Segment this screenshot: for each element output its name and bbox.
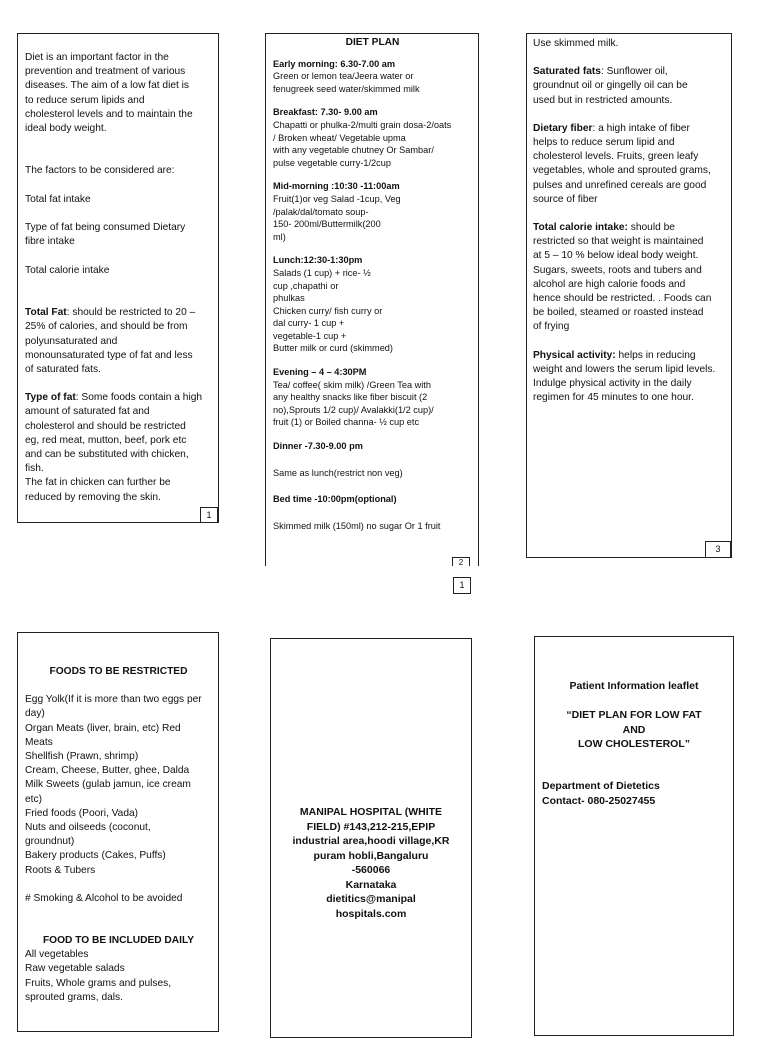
meal-heading: Mid-morning :10:30 -11:00am xyxy=(273,181,400,192)
meal-section xyxy=(273,254,472,355)
list-item: Cream, Cheese, Butter, ghee, Dalda xyxy=(25,765,190,777)
panel-diet-plan xyxy=(265,33,479,566)
meal-heading: Breakfast: 7.30- 9.00 am xyxy=(273,107,378,118)
page-number: 3 xyxy=(705,541,731,558)
hospital-address: MANIPAL HOSPITAL (WHITE FIELD) #143,212-215,EPIP industrial area,hoodi village,KR puram hobli,Bangaluru -560066 Karnataka dietitics@manipal hospitals.com xyxy=(292,806,450,920)
meal-section xyxy=(273,180,472,243)
list-item: All vegetables xyxy=(25,949,89,961)
meal-section xyxy=(273,520,472,533)
meal-heading: Evening – 4 – 4:30PM xyxy=(273,367,367,378)
footer-page-number: 1 xyxy=(453,577,471,594)
meal-body: Salads (1 cup) + rice- ½ cup ,chapathi or phulkas Chicken curry/ fish curry or dal curry- 1 cup + vegetable-1 cup + Butter milk or curd (skimmed) xyxy=(273,267,393,354)
list-item: Nuts and oilseeds (coconut, groundnut) xyxy=(25,822,151,848)
list-item: Fried foods (Poori, Vada) xyxy=(25,807,139,819)
guideline-label: Physical activity: xyxy=(533,349,616,361)
list-item: Shellfish (Prawn, shrimp) xyxy=(25,751,139,763)
list-item: Bakery products (Cakes, Puffs) xyxy=(25,850,166,862)
meal-heading: Lunch:12:30-1:30pm xyxy=(273,255,363,266)
meal-section xyxy=(273,493,472,506)
leaflet-title: Patient Information leaflet xyxy=(569,680,699,692)
included-list xyxy=(25,948,212,1005)
type-fat-paragraph xyxy=(25,391,212,476)
meal-body: Green or lemon tea/Jeera water or fenugreek seed water/skimmed milk xyxy=(273,71,420,94)
leaflet-subtitle: “DIET PLAN FOR LOW FAT AND LOW CHOLESTEROL” xyxy=(566,709,702,750)
page-number: 2 xyxy=(452,557,470,566)
intro-paragraph: Diet is an important factor in the prevention and treatment of various diseases. The aim of a low fat diet is to reduce serum lipids and cholesterol levels and to maintain the ideal body weight. xyxy=(25,52,193,135)
list-item: Raw vegetable salads xyxy=(25,963,125,975)
factors-block xyxy=(25,150,212,292)
factor-item: Total fat intake xyxy=(25,193,91,205)
department-contact: Department of Dietetics Contact- 080-25027455 xyxy=(542,780,660,807)
list-item: Roots & Tubers xyxy=(25,864,96,876)
guideline-text: : a high intake of fiber helps to reduce serum lipid and cholesterol levels. Fruits, green leafy vegetables, whole and sprouted grams, pulses and unrefined cereals are good source of fiber xyxy=(533,122,711,205)
list-item: Milk Sweets (gulab jamun, ice cream etc) xyxy=(25,779,191,805)
list-item: Fruits, Whole grams and pulses, sprouted grams, dals. xyxy=(25,977,172,1003)
smoking-note: # Smoking & Alcohol to be avoided xyxy=(25,892,183,904)
meal-body: Skimmed milk (150ml) no sugar Or 1 fruit xyxy=(273,520,441,531)
panel-guidelines xyxy=(526,33,732,558)
meal-body: Chapatti or phulka-2/multi grain dosa-2/oats / Broken wheat/ Vegetable upma with any vegetable chutney Or Sambar/ pulse vegetable curry-1/2cup xyxy=(273,119,452,168)
meal-section xyxy=(273,106,472,169)
type-fat-label: Type of fat xyxy=(25,392,76,404)
guideline-label: Total calorie intake: xyxy=(533,222,628,234)
meal-section xyxy=(273,366,472,429)
meal-body: Same as lunch(restrict non veg) xyxy=(273,467,403,478)
total-fat-paragraph xyxy=(25,306,212,377)
meal-section xyxy=(273,467,472,480)
list-item: Egg Yolk(If it is more than two eggs per day) xyxy=(25,694,202,720)
chicken-note: The fat in chicken can further be reduced by removing the skin. xyxy=(25,477,171,503)
factors-heading: The factors to be considered are: xyxy=(25,165,175,177)
total-fat-label: Total Fat xyxy=(25,307,67,319)
guideline-label: Saturated fats xyxy=(533,66,601,78)
panel-hospital xyxy=(270,638,472,1038)
meal-body: Tea/ coffee( skim milk) /Green Tea with any healthy snacks like fiber biscuit (2 no),Sprouts 1/2 cup)/ Avalakki(1/2 cup)/ fruit (1) or Boiled channa- ½ cup etc xyxy=(273,379,434,428)
total-fat-text: : should be restricted to 20 – 25% of calories, and should be from polyunsaturated and monounsaturated type of fat and less of saturated fats. xyxy=(25,307,196,376)
meal-heading: Dinner -7.30-9.00 pm xyxy=(273,441,363,452)
guideline-text: : Sunflower oil, groundnut oil or gingelly oil can be used but in restricted amounts. xyxy=(533,66,688,106)
meal-heading: Bed time -10:00pm(optional) xyxy=(273,494,397,505)
factor-item: Type of fat being consumed Dietary fibre intake xyxy=(25,222,186,248)
guideline-text: should be restricted so that weight is maintained at 5 – 10 % below ideal body weight. Sugars, sweets, roots and tubers and alcohol are high calorie foods and hence should be restricted. . Foods can be boiled, steamed or roasted instead of frying xyxy=(533,222,712,333)
guideline-text: helps in reducing weight and lowers the serum lipid levels. Indulge physical activity in the daily regimen for 45 minutes to one hour. xyxy=(533,349,716,404)
meal-section xyxy=(273,58,472,96)
guideline-label: Dietary fiber xyxy=(533,122,593,134)
type-fat-text: : Some foods contain a high amount of saturated fat and cholesterol and should be restricted eg, red meat, mutton, beef, pork etc and can be substituted with chicken, fish. xyxy=(25,392,203,475)
meal-section xyxy=(273,440,472,453)
meal-heading: Early morning: 6.30-7.00 am xyxy=(273,58,396,69)
panel-intro xyxy=(17,33,219,523)
panel-cover xyxy=(534,636,734,1036)
guideline-item xyxy=(533,122,726,207)
skimmed-milk-note: Use skimmed milk. xyxy=(533,38,619,49)
panel-foods xyxy=(17,632,219,1032)
included-title: FOOD TO BE INCLUDED DAILY xyxy=(42,935,195,947)
guideline-item xyxy=(533,65,726,108)
page-number: 1 xyxy=(200,507,218,523)
guideline-item xyxy=(533,349,726,406)
list-item: Organ Meats (liver, brain, etc) Red Meats xyxy=(25,722,181,748)
factor-item: Total calorie intake xyxy=(25,264,110,276)
meal-body: Fruit(1)or veg Salad -1cup, Veg /palak/dal/tomato soup- 150- 200ml/Buttermilk(200 ml) xyxy=(273,193,401,242)
restricted-title: FOODS TO BE RESTRICTED xyxy=(49,666,188,677)
restricted-list xyxy=(25,693,212,878)
diet-plan-title: DIET PLAN xyxy=(345,37,400,48)
guideline-item xyxy=(533,221,726,335)
